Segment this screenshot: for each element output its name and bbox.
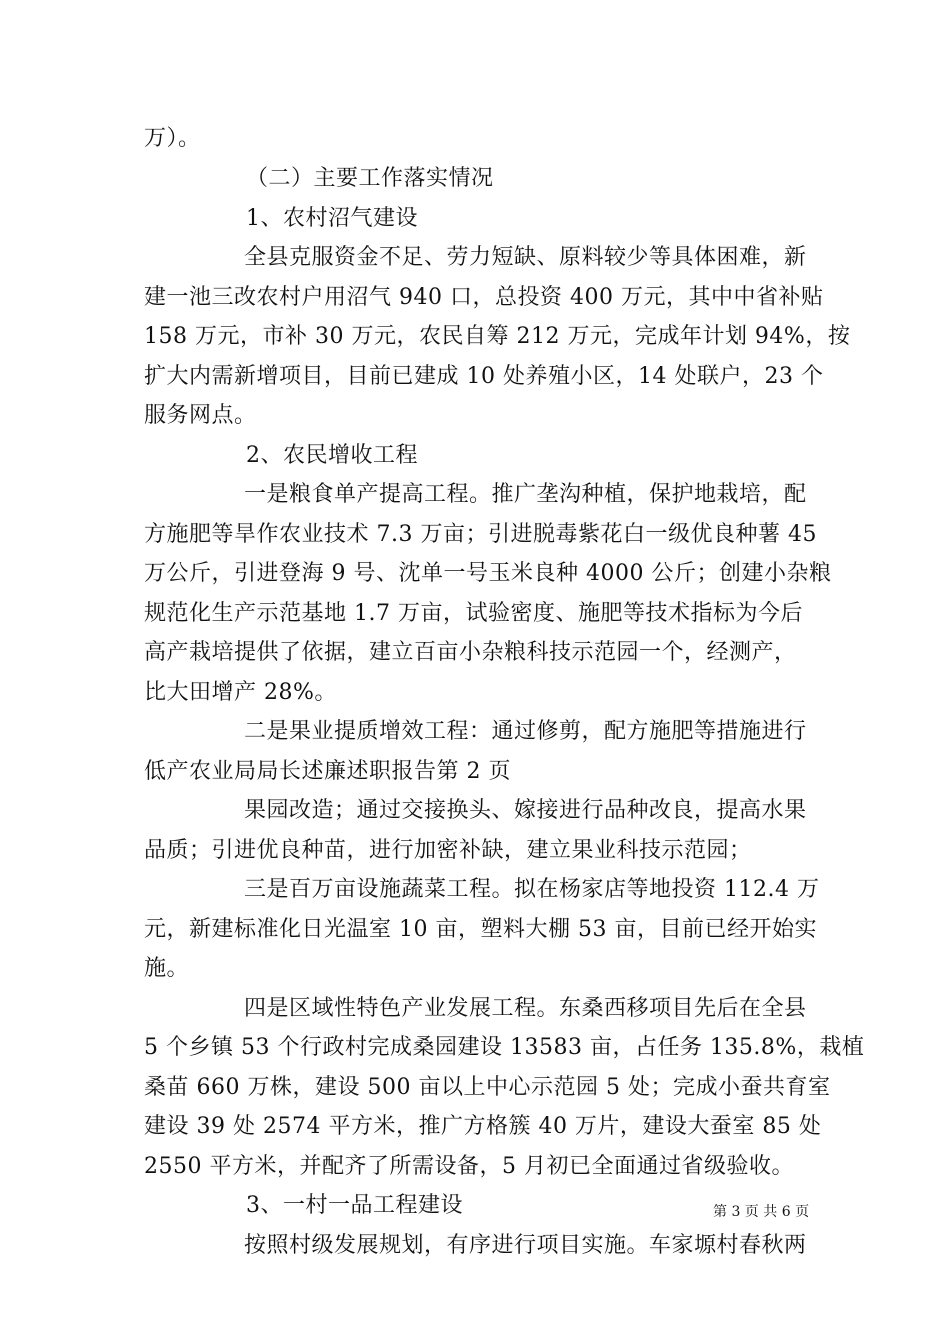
paragraph-line: 果园改造；通过交接换头、嫁接进行品种改良，提高水果 (244, 798, 807, 823)
paragraph-line: 一是粮食单产提高工程。推广垄沟种植，保护地栽培，配 (244, 482, 807, 507)
paragraph-line: 服务网点。 (144, 403, 257, 428)
paragraph-line: 低产农业局局长述廉述职报告第 2 页 (144, 759, 511, 784)
paragraph-line: 品质；引进优良种苗，进行加密补缺，建立果业科技示范园； (144, 838, 752, 863)
section-heading: （二）主要工作落实情况 (246, 166, 494, 191)
paragraph-line: 桑苗 660 万株，建设 500 亩以上中心示范园 5 处；完成小蚕共育室 (144, 1075, 831, 1100)
paragraph-line: 规范化生产示范基地 1.7 万亩，试验密度、施肥等技术指标为今后 (144, 601, 803, 626)
paragraph-line: 全县克服资金不足、劳力短缺、原料较少等具体困难，新 (244, 245, 807, 270)
paragraph-line: 比大田增产 28%。 (144, 680, 337, 705)
paragraph-line: 建设 39 处 2574 平方米，推广方格簇 40 万片，建设大蚕室 85 处 (144, 1114, 822, 1139)
paragraph-line: 施。 (144, 956, 190, 981)
paragraph-line: 扩大内需新增项目，目前已建成 10 处养殖小区，14 处联户，23 个 (144, 364, 824, 389)
paragraph-line: 四是区域性特色产业发展工程。东桑西移项目先后在全县 (244, 996, 807, 1021)
paragraph-line: 万）。 (144, 126, 201, 151)
paragraph-line: 高产栽培提供了依据，建立百亩小杂粮科技示范园一个，经测产， (144, 640, 797, 665)
paragraph-line: 万公斤，引进登海 9 号、沈单一号玉米良种 4000 公斤；创建小杂粮 (144, 561, 832, 586)
paragraph-line: 5 个乡镇 53 个行政村完成桑园建设 13583 亩，占任务 135.8%，栽植 (144, 1035, 865, 1060)
paragraph-line: 二是果业提质增效工程：通过修剪，配方施肥等措施进行 (244, 719, 807, 744)
paragraph-line: 方施肥等旱作农业技术 7.3 万亩；引进脱毒紫花白一级优良种薯 45 (144, 522, 817, 547)
page-number-footer: 第 3 页 共 6 页 (713, 1204, 810, 1220)
paragraph-line: 按照村级发展规划，有序进行项目实施。车家塬村春秋两 (244, 1233, 807, 1258)
paragraph-line: 元，新建标准化日光温室 10 亩，塑料大棚 53 亩，目前已经开始实 (144, 917, 817, 942)
subsection-heading: 2、农民增收工程 (246, 443, 418, 468)
paragraph-line: 建一池三改农村户用沼气 940 口，总投资 400 万元，其中中省补贴 (144, 285, 824, 310)
paragraph-line: 三是百万亩设施蔬菜工程。拟在杨家店等地投资 112.4 万 (244, 877, 820, 902)
subsection-heading: 1、农村沼气建设 (246, 206, 418, 231)
subsection-heading: 3、一村一品工程建设 (246, 1193, 463, 1218)
paragraph-line: 158 万元，市补 30 万元，农民自筹 212 万元，完成年计划 94%，按 (144, 324, 851, 349)
paragraph-line: 2550 平方米，并配齐了所需设备，5 月初已全面通过省级验收。 (144, 1154, 794, 1179)
